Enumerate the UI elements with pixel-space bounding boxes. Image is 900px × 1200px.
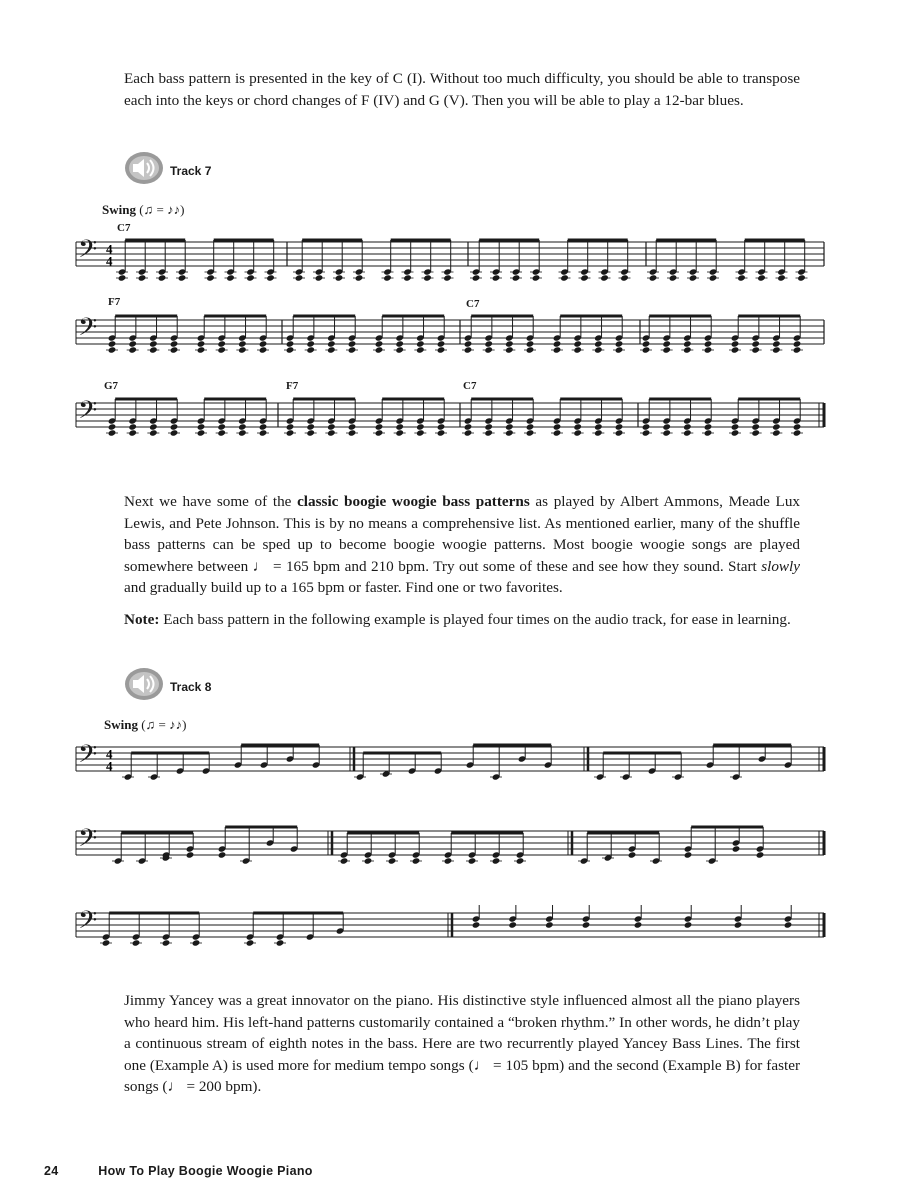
book-title: How To Play Boogie Woogie Piano: [98, 1164, 313, 1178]
track-label: Track 7: [170, 163, 212, 178]
bass-clef-icon: 𝄢: [78, 905, 98, 941]
speaker-icon[interactable]: [124, 667, 164, 706]
chord-symbol: C7: [463, 380, 477, 392]
bass-clef-icon: 𝄢: [78, 395, 98, 431]
staff-system-4: [72, 739, 832, 789]
note-paragraph: Note: Each bass pattern in the following example is played four times on the audio track, for ease in learning.: [124, 611, 791, 628]
chord-symbol: G7: [104, 380, 119, 392]
swing-marking: Swing (♫ = ♪♪): [102, 202, 185, 217]
svg-text:4: 4: [106, 758, 113, 774]
yancey-paragraph: Jimmy Yancey was a great innovator on the piano. His distinctive style influenced almost all the piano players who heard him. His left-hand patterns customarily contained a “broken rhythm.” In other words, he didn’t play a continuous stream of eighth notes in the bass. Here are two recurrently played Yancey Bass Lines. The first one (Example A) is used more for medium tempo songs (♩ = 105 bpm) and the second (Example B) for faster songs (♩ = 200 bpm).: [124, 992, 800, 1095]
svg-text:4: 4: [106, 253, 113, 269]
staff-system-3: [72, 395, 832, 445]
chord-symbol: F7: [108, 296, 121, 308]
staff-system-6: [72, 905, 832, 955]
staff-system-1: [72, 234, 832, 284]
svg-text:4: 4: [106, 241, 113, 257]
track-7-marker[interactable]: [124, 151, 211, 190]
bass-clef-icon: 𝄢: [78, 823, 98, 859]
bass-clef-icon: 𝄢: [78, 234, 98, 270]
svg-text:4: 4: [106, 746, 113, 762]
staff-system-5: [72, 823, 832, 873]
bass-clef-icon: 𝄢: [78, 739, 98, 775]
chord-symbol: C7: [117, 222, 131, 234]
boogie-paragraph: Next we have some of the classic boogie woogie bass patterns as played by Albert Ammons, Meade Lux Lewis, and Pete Johnson. This is by no means a comprehensive list. As mentioned earlier, many of the shuffle bass patterns can be sped up to become boogie woogie patterns. Most boogie woogie songs are played somewhere between ♩ = 165 bpm and 210 bpm. Try out some of these and see how they sound. Start slowly and gradually build up to a 165 bpm or faster. Find one or two favorites.: [124, 493, 801, 596]
staff-system-2: [72, 312, 832, 362]
track-8-marker[interactable]: [124, 667, 211, 706]
chord-symbol: F7: [286, 380, 299, 392]
intro-paragraph: Each bass pattern is presented in the key of C (I). Without too much difficulty, you should be able to transpose each into the keys or chord changes of F (IV) and G (V). Then you will be able to play a 12-bar blues.: [124, 70, 800, 109]
speaker-icon[interactable]: [124, 151, 164, 190]
chord-symbol: C7: [466, 298, 480, 310]
bass-clef-icon: 𝄢: [78, 312, 98, 348]
page-footer: [44, 1164, 313, 1178]
swing-marking: Swing (♫ = ♪♪): [104, 717, 187, 732]
track-label: Track 8: [170, 679, 212, 694]
page-number: 24: [44, 1164, 59, 1178]
